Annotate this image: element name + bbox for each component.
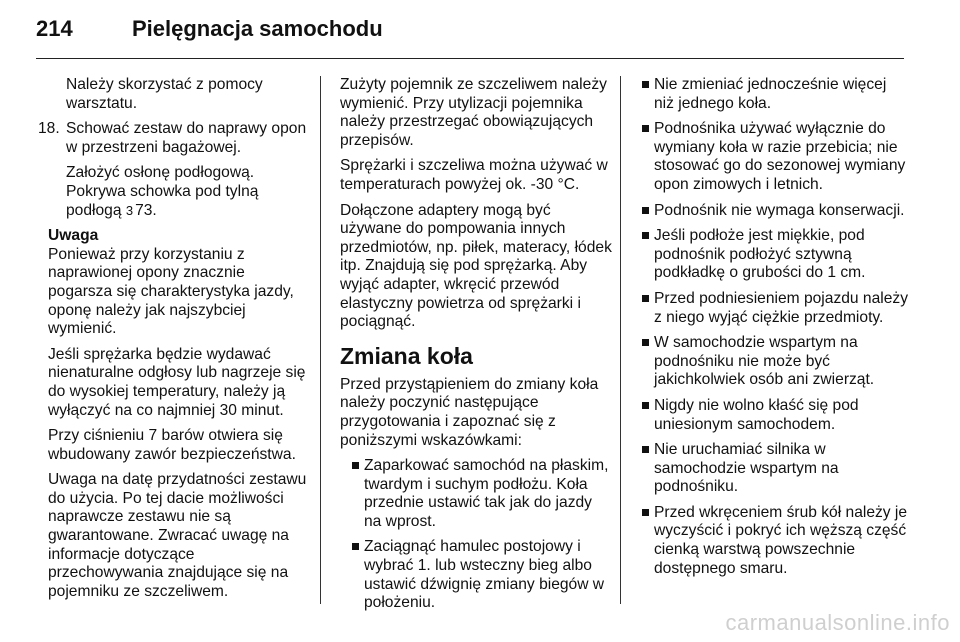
bullet-icon <box>642 295 649 302</box>
list-item: Przed podniesieniem pojazdu należy z niego wyjąć ciężkie przedmioty. <box>640 290 910 327</box>
column-divider-1 <box>320 76 321 604</box>
column-3 <box>640 76 910 585</box>
list-item: Zaparkować samochód na płaskim, twardym i suchym podłożu. Koła przednie ustawić tak jak do jazdy na wprost. <box>350 457 612 531</box>
note-paragraph: Ponieważ przy korzystaniu z naprawionej opony znacznie pogarsza się charakterystyka jazdy, oponę należy jak najszybciej wymienić. <box>48 245 294 338</box>
note-block <box>38 227 310 601</box>
column-1 <box>38 76 310 608</box>
paragraph: Dołączone adaptery mogą być używane do pompowania innych przedmiotów, np. piłek, materacy, łódek itp. Znajdują się pod sprężarką. Aby wyjąć adapter, wkręcić przewód elastyczny powietrza od sprężarki i pociągnąć. <box>340 201 612 331</box>
page-reference[interactable]: 73. <box>135 201 157 219</box>
bullet-icon <box>642 339 649 346</box>
list-item: Podnośnik nie wymaga konserwacji. <box>640 202 910 221</box>
chapter-title: Pielęgnacja samochodu <box>132 16 383 41</box>
list-item: Nie zmieniać jednocześnie więcej niż jednego koła. <box>640 76 910 113</box>
bullet-icon <box>642 402 649 409</box>
note-paragraph: Przy ciśnieniu 7 barów otwiera się wbudowany zawór bezpieczeństwa. <box>48 427 296 463</box>
continued-text: Należy skorzystać z pomocy warsztatu. <box>66 76 263 112</box>
note-title: Uwaga <box>48 227 99 245</box>
watermark: carmanualsonline.info <box>725 610 950 635</box>
list-item: W samochodzie wspartym na podnośniku nie może być jakichkolwiek osób ani zwierząt. <box>640 334 910 390</box>
column-divider-2 <box>620 76 621 604</box>
header-rule <box>36 58 904 59</box>
bullet-list <box>640 76 910 578</box>
page-header <box>36 16 904 56</box>
list-item: Zaciągnąć hamulec postojowy i wybrać 1. lub wsteczny bieg albo ustawić dźwignię zmiany biegów w położeniu. <box>350 538 612 612</box>
step-subtext: Założyć osłonę podłogową. Pokrywa schowka pod tylną podłogą 3 73. <box>66 164 259 219</box>
paragraph: Sprężarki i szczeliwa można używać w temperaturach powyżej ok. -30 °C. <box>340 157 608 193</box>
bullet-icon <box>642 125 649 132</box>
page-reference-icon: 3 <box>125 202 134 218</box>
section-title: Zmiana koła <box>340 342 473 369</box>
list-item: Podnośnika używać wyłącznie do wymiany koła w razie przebicia; nie stosować go do sezonowej wymiany opon zimowych i letnich. <box>640 120 910 194</box>
bullet-icon <box>642 446 649 453</box>
bullet-icon <box>642 81 649 88</box>
step-18 <box>38 120 310 220</box>
paragraph: Zużyty pojemnik ze szczeliwem należy wymienić. Przy utylizacji pojemnika należy przestrzegać obowiązujących przepisów. <box>340 76 607 149</box>
bullet-icon <box>642 509 649 516</box>
page-number: 214 <box>36 16 73 41</box>
list-item: Nigdy nie wolno kłaść się pod uniesionym samochodem. <box>640 397 910 434</box>
note-paragraph: Uwaga na datę przydatności zestawu do użycia. Po tej dacie możliwości naprawcze zestawu nie są gwarantowane. Zwracać uwagę na informacje dotyczące przechowywania znajdujące się na pojemniku ze szczeliwem. <box>48 471 307 600</box>
section-intro: Przed przystąpieniem do zmiany koła należy poczynić następujące przygotowania i zapoznać się z poniższymi wskazówkami: <box>340 375 599 449</box>
bullet-icon <box>642 207 649 214</box>
column-2 <box>340 76 612 620</box>
note-paragraph: Jeśli sprężarka będzie wydawać nienaturalne odgłosy lub nagrzeje się do wysokiej temperatury, należy ją wyłączyć na co najmniej 30 minut. <box>48 345 306 419</box>
list-item: Przed wkręceniem śrub kół należy je wyczyścić i pokryć ich węższą część cienką warstwą powszechnie dostępnego smaru. <box>640 504 910 578</box>
bullet-icon <box>352 462 359 469</box>
list-item: Nie uruchamiać silnika w samochodzie wspartym na podnośniku. <box>640 441 910 497</box>
list-item: Jeśli podłoże jest miękkie, pod podnośnik podłożyć sztywną podkładkę o grubości do 1 cm. <box>640 227 910 283</box>
step-number: 18. <box>38 120 60 138</box>
bullet-icon <box>642 232 649 239</box>
bullet-list <box>340 457 612 613</box>
bullet-icon <box>352 543 359 550</box>
step-text: Schować zestaw do naprawy opon w przestrzeni bagażowej. <box>66 120 307 156</box>
